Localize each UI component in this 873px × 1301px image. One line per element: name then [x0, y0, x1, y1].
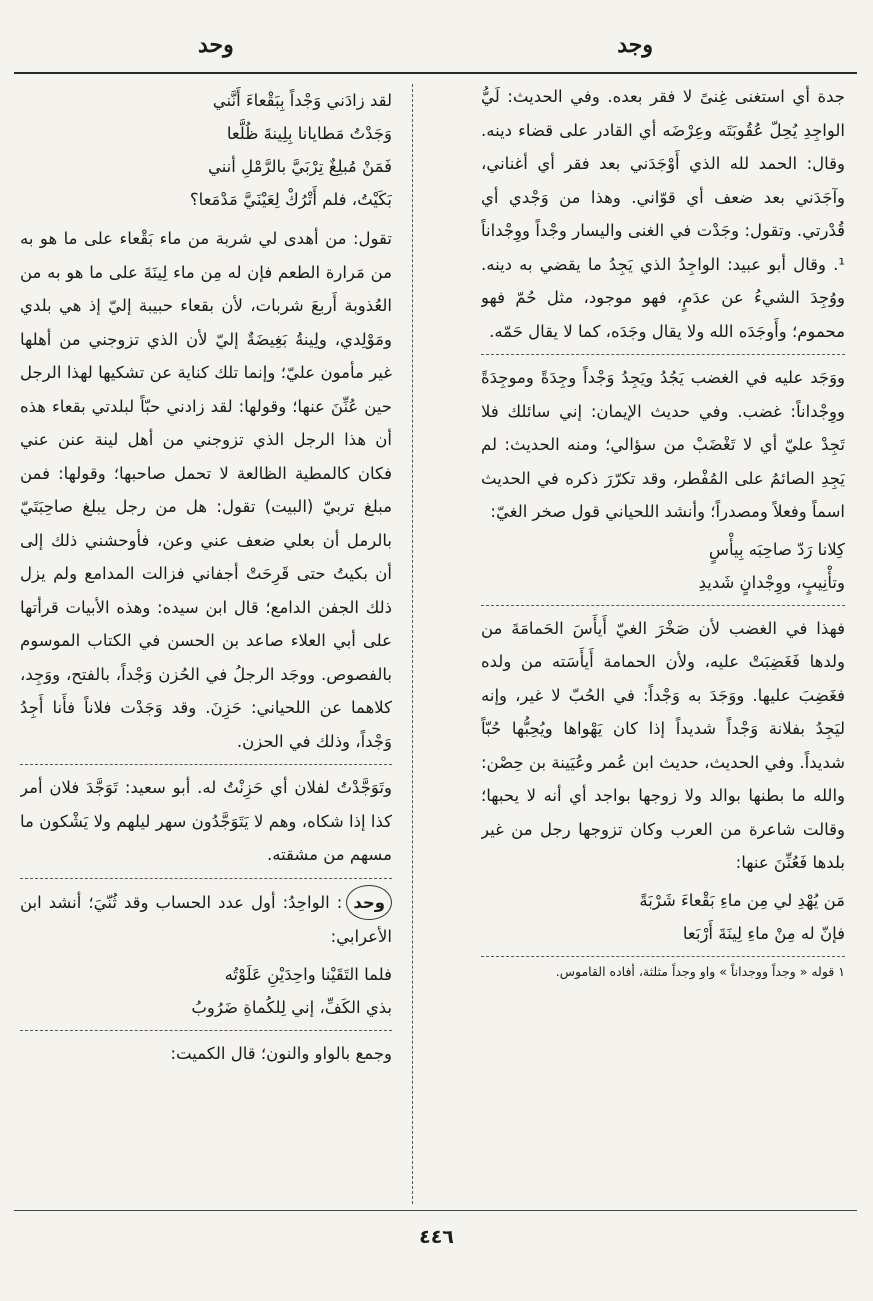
paragraph: تقول: من أهدى لي شربة من ماء بَقْعاء على ما هو به من مَرارة الطعم فإن له مِن ماء لِينَةَ على ما هو به من العُذوبة أَربعَ شربات، لأن بقعاء حبيبة إليّ إذ هي بلدي ومَوْلِدي، ولِينةُ بَغِيضَةٌ إليّ لأن الذي تزوجني من أهلها غير مأمون عليّ؛ وإنما تلك كناية عن تشكيها لهذا الرجل حين عُنِّنَ عنها؛ وقولها: لقد زادني حبّاً لبلدتي بقعاء هذه أن هذا الرجل الذي تزوجني من أهل لينة عنن عني فكان كالمطية الظالعة لا تحمل صاحبها؛ وقولها: فمن مبلغ تربيّ (البيت) تقول: هل من رجل يبلغ صاحِبَتَيّ بالرمل أن بعلي ضعف عني وعن، فأوحشني ذلك إلى أن بكيتُ حتى قَرِحَتْ أجفاني فزالت المدامع ولم يزل ذلك الجفن الدامع؛ قال ابن سيده: وهذه الأبيات قرأتها على أبي العلاء صاعد بن الحسن في الكتاب الموسوم بالفصوص. ووجَد الرجلُ في الحُزن وَجْداً، بالفتح، ووَجِد، كلاهما عن اللحياني: حَزِنَ. وقد وَجَدْت فلاناً فأَنا أَجِدُ وَجْداً، وذلك في الحزن.: [20, 229, 392, 751]
verse: [20, 84, 392, 216]
paragraph: جدة أي استغنى غِنىً لا فقر بعده. وفي الحديث: لَيُّ الواجِدِ يُحِلّ عُقُوبَتَه وعِرْضَه أي القادر على قضاء دينه. وقال: الحمد لله الذي أَوْجَدَني بعد فقر أي أغناني، وآجَدَني بعد ضعف أي قوّاني. وهذا من وَجْدي أي قُدْرتي. وتقول: وجَدْت في الغنى واليسار وجْداً ووِجْداناً ¹. وقال أبو عبيد: الواجِدُ الذي يَجِدُ ما يقضي به دينه. ووُجِدَ الشيءُ عن عدَمٍ، فهو موجود، مثل حُمّ فهو محموم؛ وأَوجَدَه الله ولا يقال وجَدَه، كما لا يقال حَمّه.: [481, 87, 845, 341]
column-divider: [412, 84, 414, 1204]
divider: [20, 1030, 392, 1031]
entry-headword: وحد: [346, 885, 392, 921]
paragraph: وجمع بالواو والنون؛ قال الكميت:: [170, 1043, 392, 1063]
left-column: [20, 80, 392, 1202]
entry-paragraph: [20, 885, 392, 954]
header-keyword-right: وجد: [617, 32, 653, 58]
verse-line: فإنّ له مِنْ ماءِ لِينَةَ أَرْبَعا: [682, 923, 845, 943]
entry-text: : الواحِدُ: أول عدد الحساب وقد ثُنّيَ؛ أنشد ابن الأعرابي:: [20, 892, 392, 946]
verse: [481, 533, 845, 599]
divider: [20, 764, 392, 765]
paragraph: وتَوَجَّدْتُ لفلان أي حَزِنْتُ له. أبو سعيد: تَوَجَّدَ فلان أمر كذا إذا شكاه، وهم لا يَتَوَجَّدُون سهر ليلهم ولا يَشْكون ما مسهم من مشقته.: [20, 778, 392, 864]
verse-line: مَن يُهْدِ لي مِن ماءِ بَقْعاءَ شَرْبَةً: [639, 890, 845, 910]
divider: [20, 878, 392, 879]
verse-line: فلما التَقَيْنا واحِدَيْنِ عَلَوْتُه: [224, 964, 392, 984]
footer-rule: [14, 1210, 857, 1211]
verse: [20, 958, 392, 1024]
verse: [481, 884, 845, 950]
verse-line: كِلانا رَدّ صاحِبَه بِيأْسٍ: [708, 539, 845, 559]
paragraph: ووَجَد عليه في الغضب يَجُدُ ويَجِدُ وَجْداً وجِدَةً وموجِدَةً ووِجْداناً: غضب. وفي حديث الإيمان: إني سائلك فلا تَجِدْ عليّ أي لا تَغْضَبْ من سؤالي؛ ومنه الحديث: لم يَجِدِ الصائمُ على المُفْطر، وقد تكرّرَ ذكره في الحديث اسماً وفعلاً ومصدراً؛ وأنشد اللحياني قول صخر الغيّ:: [481, 368, 845, 521]
paragraph: فهذا في الغضب لأن صَخْرَ الغيّ أَيأَسَ الحَمامَةَ من ولدها فَغَضِبَتْ عليه، ولأن الحمامة أَيأَسَته من ولده فغَضِبَ عليها. ووَجَدَ به وَجْداً: في الحُبّ لا غير، وإنه ليَجِدُ بفلانة وَجْداً شديداً إذا كان يَهْواها ويُحِبُّها حُبّاً شديداً. وفي الحديث، حديث ابن عُمر وعُيَينة بن حِصْن: والله ما بطنها بوالد ولا زوجها بواجد أي أنه لا يحبها؛ وقالت شاعرة من العرب وكان تزوجها رجل من غير بلدها فَعُنِّنَ عنها:: [481, 618, 845, 872]
right-column: [481, 80, 845, 1202]
footnote-rule: [481, 956, 845, 957]
verse-line: وَجَدْتُ مَطايانا بِلِينةَ ظُلَّعا: [226, 124, 392, 143]
verse-line: وتأْنِيبٍ، ووِجْدانٍ شَديدِ: [698, 572, 845, 592]
footnote: ١ قوله « وجداً ووجداناً » واو وجداً مثلثة، أفاده القاموس.: [555, 963, 845, 979]
divider: [481, 354, 845, 355]
header-rule: [14, 72, 857, 74]
page-number: ٤٤٦: [419, 1226, 454, 1248]
verse-line: بَكَيْتُ، فلم أَتْرُكْ لِعَيْنَيَّ مَدْمَعا؟: [189, 190, 392, 209]
verse-line: فَمَنْ مُبلِغٌ تِرْبَيَّ بالرَّمْلِ أنني: [207, 157, 392, 176]
verse-line: لقد زادَني وَجْداً بِبَقْعاءَ أَنَّني: [212, 91, 392, 110]
divider: [481, 605, 845, 606]
header-keyword-left: وحد: [198, 32, 234, 58]
verse-line: بذي الكَفِّ، إني لِلكُماةِ ضَرُوبُ: [191, 997, 392, 1017]
